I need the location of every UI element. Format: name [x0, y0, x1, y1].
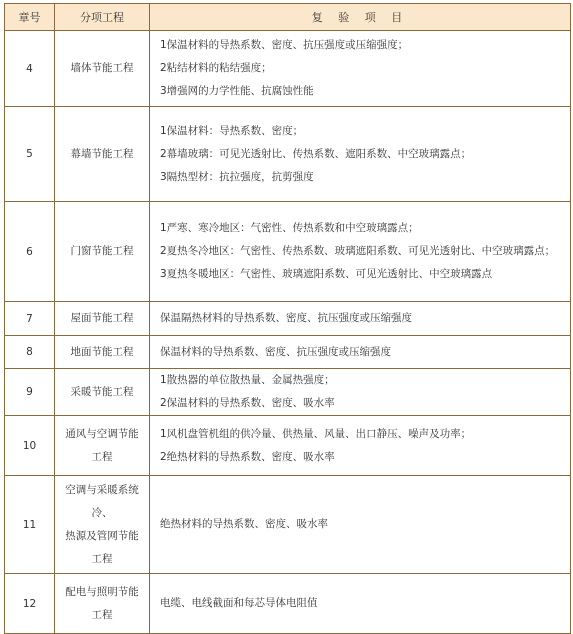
table-row: [5, 369, 571, 416]
chapter-number: 12: [5, 574, 55, 634]
chapter-number: 7: [5, 302, 55, 336]
chapter-number: 4: [5, 31, 55, 107]
chapter-number: 8: [5, 336, 55, 369]
sub-project-name-line: 屋面节能工程: [70, 312, 134, 324]
chapter-number: 10: [5, 416, 55, 476]
sub-project-name-line: 冷、: [91, 506, 113, 519]
sub-project-name: [55, 369, 150, 416]
review-item-list: [150, 336, 571, 369]
table-row: [5, 476, 571, 574]
sub-project-name-line: 门窗节能工程: [70, 245, 134, 257]
table-header-row: [5, 4, 571, 31]
review-item-list: [150, 31, 571, 107]
review-item: 1保温材料：导热系数、密度；: [160, 124, 304, 137]
table-row: [5, 31, 571, 107]
review-item: 3夏热冬暖地区：气密性、玻璃遮阳系数、可见光透射比、中空玻璃露点: [160, 268, 493, 280]
sub-project-name-line: 配电与照明节能: [65, 585, 139, 598]
review-item: 保温隔热材料的导热系数、密度、抗压强度或压缩强度: [160, 312, 412, 324]
table-row: [5, 107, 571, 202]
chapter-number: 6: [5, 202, 55, 302]
chapter-number: 9: [5, 369, 55, 416]
review-item-list: [150, 369, 571, 416]
review-item: 1风机盘管机组的供冷量、供热量、风量、出口静压、噪声及功率；: [160, 427, 472, 440]
review-item: 电缆、电线截面和每芯导体电阻值: [160, 597, 318, 609]
review-item: 2保温材料的导热系数、密度、吸水率: [160, 397, 335, 409]
header-review-items: 复 验 项 目: [150, 4, 571, 31]
table-row: [5, 416, 571, 476]
table-row: [5, 336, 571, 369]
chapter-number: 11: [5, 476, 55, 574]
review-item-list: [150, 302, 571, 336]
review-item: 保温材料的导热系数、密度、抗压强度或压缩强度: [160, 345, 391, 358]
sub-project-name: [55, 302, 150, 336]
sub-project-name-line: 工程: [91, 552, 113, 565]
review-item: 2夏热冬冷地区：气密性、传热系数、玻璃遮阳系数、可见光透射比、中空玻璃露点；: [160, 245, 556, 257]
review-item: 2幕墙玻璃：可见光透射比、传热系数、遮阳系数、中空玻璃露点；: [160, 147, 472, 160]
table-row: [5, 302, 571, 336]
sub-project-name-line: 工程: [91, 608, 113, 621]
sub-project-name-line: 地面节能工程: [70, 345, 134, 358]
table-row: [5, 574, 571, 634]
review-item: 绝热材料的导热系数、密度、吸水率: [160, 518, 328, 530]
header-chapter-number: 章号: [5, 4, 55, 31]
table-row: [5, 202, 571, 302]
review-item-list: [150, 107, 571, 202]
sub-project-name-line: 幕墙节能工程: [70, 147, 134, 160]
review-item: 3隔热型材：抗拉强度，抗剪强度: [160, 170, 314, 183]
review-item-list: [150, 476, 571, 574]
sub-project-name-line: 空调与采暖系统: [65, 483, 139, 496]
sub-project-name: [55, 416, 150, 476]
sub-project-name-line: 采暖节能工程: [70, 385, 134, 398]
review-item: 1散热器的单位散热量、金属热强度；: [160, 374, 335, 386]
sub-project-name: [55, 107, 150, 202]
sub-project-name: [55, 31, 150, 107]
sub-project-name-line: 工程: [91, 450, 113, 463]
review-item: 2绝热材料的导热系数、密度、吸水率: [160, 450, 335, 463]
sub-project-name: [55, 202, 150, 302]
review-item: 1保温材料的导热系数、密度、抗压强度或压缩强度；: [160, 39, 409, 51]
review-items-table: [4, 3, 571, 634]
review-item-list: [150, 574, 571, 634]
header-sub-project: 分项工程: [55, 4, 150, 31]
sub-project-name-line: 墙体节能工程: [70, 62, 134, 74]
chapter-number: 5: [5, 107, 55, 202]
review-item: 2粘结材料的粘结强度；: [160, 62, 272, 74]
sub-project-name-line: 热源及管网节能: [65, 529, 139, 542]
sub-project-name: [55, 476, 150, 574]
sub-project-name-line: 通风与空调节能: [65, 427, 139, 440]
review-item: 1严寒、寒冷地区：气密性、传热系数和中空玻璃露点；: [160, 222, 419, 234]
review-item: 3增强网的力学性能、抗腐蚀性能: [160, 85, 314, 97]
sub-project-name: [55, 336, 150, 369]
sub-project-name: [55, 574, 150, 634]
review-item-list: [150, 416, 571, 476]
review-item-list: [150, 202, 571, 302]
